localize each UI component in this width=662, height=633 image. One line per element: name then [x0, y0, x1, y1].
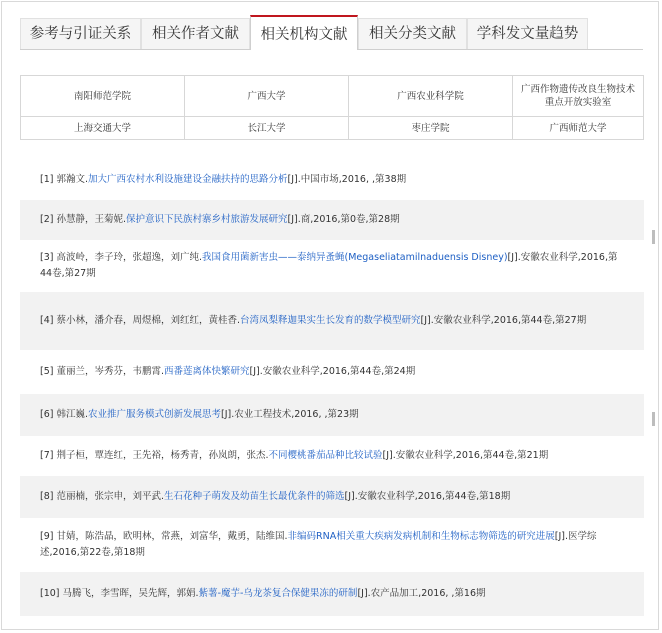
reference-source: [J].农业工程技术,2016, ,第23期 [221, 409, 359, 420]
institution-link[interactable]: 南阳师范学院 [73, 90, 131, 102]
tab-related-institutions[interactable]: 相关机构文献 [250, 15, 358, 50]
reference-number: [1] [40, 174, 54, 185]
institution-link[interactable]: 广西作物遗传改良生物技术重点开放实验室 [520, 84, 635, 108]
reference-authors: 甘婧，陈浩晶，欧明林，常燕，刘富华，戴勇，陆维国. [56, 531, 288, 542]
tab-bar [20, 15, 643, 50]
reference-item [20, 394, 644, 436]
tab-related-authors[interactable]: 相关作者文献 [141, 18, 250, 49]
tab-related-classification[interactable]: 相关分类文献 [358, 18, 467, 49]
reference-item [20, 476, 644, 518]
reference-authors: 孙慧静，王菊妮. [56, 214, 127, 225]
reference-item [20, 200, 644, 240]
reference-number: [9] [40, 531, 54, 542]
tab-citation[interactable]: 参考与引证关系 [20, 18, 141, 49]
reference-number: [10] [40, 588, 60, 599]
reference-source: [J].安徽农业科学,2016,第44卷,第21期 [382, 450, 549, 461]
reference-source: [J].安徽农业科学,2016,第44卷,第27期 [40, 252, 618, 279]
reference-item [20, 436, 644, 476]
reference-authors: 董丽兰，岑秀芬，韦鹏霄. [56, 366, 165, 377]
institution-link[interactable]: 枣庄学院 [411, 122, 450, 134]
reference-source: [J].农产品加工,2016, ,第16期 [357, 588, 486, 599]
reference-item [20, 160, 644, 200]
reference-authors: 马腾飞，李雪晖，吴先辉，郭娟. [62, 588, 199, 599]
reference-number: [6] [40, 409, 54, 420]
reference-source: [J].中国市场,2016, ,第38期 [287, 174, 407, 185]
institution-cell[interactable] [21, 117, 185, 140]
scroll-indicator[interactable] [652, 230, 655, 244]
reference-title-link[interactable]: 紫薯-魔芋-乌龙茶复合保健果冻的研制 [198, 588, 358, 599]
institutions-table [20, 75, 644, 140]
institution-cell[interactable] [513, 76, 644, 117]
reference-number: [7] [40, 450, 54, 461]
institution-link[interactable]: 广西大学 [247, 90, 286, 102]
reference-authors: 荆子桓，覃连红，王先裕，杨秀青，孙岚朗，张杰. [56, 450, 269, 461]
reference-item [20, 572, 644, 616]
institution-link[interactable]: 广西师范大学 [549, 122, 607, 134]
institution-cell[interactable] [185, 76, 349, 117]
reference-source: [J].安徽农业科学,2016,第44卷,第18期 [344, 491, 511, 502]
scroll-indicator[interactable] [652, 412, 655, 426]
reference-number: [5] [40, 366, 54, 377]
reference-item [20, 292, 644, 350]
reference-authors: 范丽楠，张宗申，刘平武. [56, 491, 165, 502]
reference-title-link[interactable]: 台湾凤梨释迦果实生长发育的数学模型研究 [240, 315, 421, 326]
institution-link[interactable]: 广西农业科学院 [397, 90, 464, 102]
reference-authors: 蔡小林，潘介春，周煜棉，刘红红，黄桂香. [56, 315, 241, 326]
reference-item [20, 518, 644, 572]
reference-source: [J].安徽农业科学,2016,第44卷,第24期 [249, 366, 416, 377]
reference-source: [J].医学综述,2016,第22卷,第18期 [40, 531, 597, 558]
reference-title-link[interactable]: 农业推广服务模式创新发展思考 [88, 409, 222, 420]
reference-source: [J].安徽农业科学,2016,第44卷,第27期 [420, 315, 587, 326]
institution-cell[interactable] [185, 117, 349, 140]
reference-number: [4] [40, 315, 54, 326]
reference-authors: 郭瀚文. [56, 174, 89, 185]
reference-number: [3] [40, 252, 54, 263]
tab-publication-trend[interactable]: 学科发文量趋势 [467, 18, 588, 49]
reference-item [20, 350, 644, 394]
institution-cell[interactable] [21, 76, 185, 117]
institution-cell[interactable] [349, 76, 513, 117]
reference-title-link[interactable]: 我国食用菌新害虫——泰纳异蚤蝇(Megaseliatamilnaduensis Disney) [202, 252, 508, 263]
reference-source: [J].商,2016,第0卷,第28期 [287, 214, 400, 225]
reference-title-link[interactable]: 保护意识下民族村寨乡村旅游发展研究 [126, 214, 288, 225]
reference-title-link[interactable]: 不同樱桃番茄品种比较试验 [268, 450, 383, 461]
institution-link[interactable]: 上海交通大学 [73, 122, 131, 134]
reference-authors: 高波岭，李子玲，张超逸，刘广纯. [56, 252, 203, 263]
reference-title-link[interactable]: 加大广西农村水利设施建设金融扶持的思路分析 [88, 174, 288, 185]
institution-cell[interactable] [513, 117, 644, 140]
reference-title-link[interactable]: 生石花种子萌发及幼苗生长最优条件的筛选 [164, 491, 345, 502]
reference-authors: 韩江巍. [56, 409, 89, 420]
reference-number: [8] [40, 491, 54, 502]
reference-title-link[interactable]: 西番莲离体快繁研究 [164, 366, 250, 377]
reference-title-link[interactable]: 非编码RNA相关重大疾病发病机制和生物标志物筛选的研究进展 [287, 531, 555, 542]
institution-link[interactable]: 长江大学 [247, 122, 286, 134]
reference-item [20, 240, 644, 292]
institution-cell[interactable] [349, 117, 513, 140]
reference-number: [2] [40, 214, 54, 225]
